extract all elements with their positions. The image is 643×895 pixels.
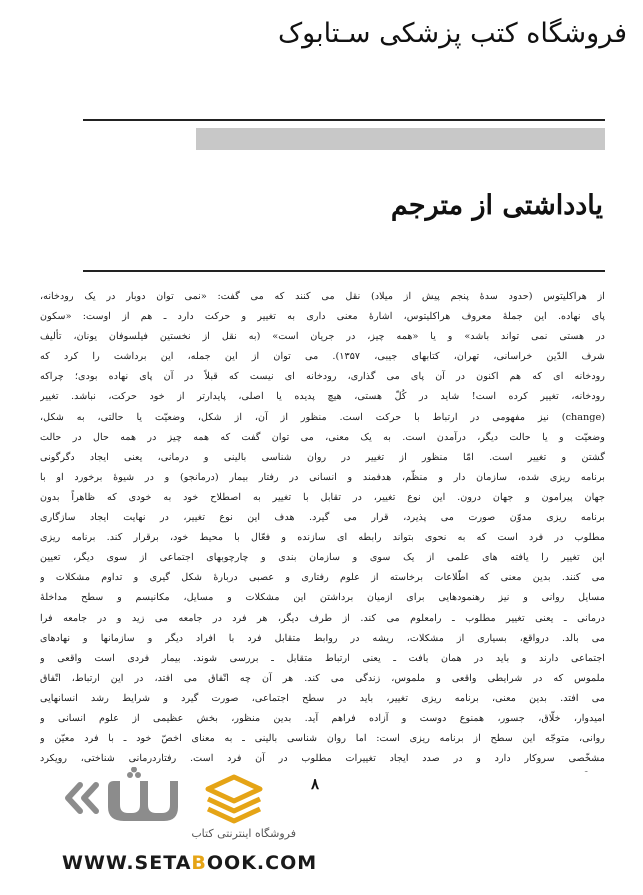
logo-mark-icon: [60, 767, 300, 829]
text-line: می بالد. درواقع، بسیاری از مشکلات، ریشه در روابط متقابل فرد با افراد دیگر و سازمانها و نهادهای: [40, 632, 605, 644]
top-rule: [83, 119, 605, 121]
text-line: مشخّصی سروکار دارد و در صدد ایجاد تغییرات مطلوب در آن فرد است. رفتاردرمانی شناختی، رویکرد: [40, 753, 605, 765]
text-line: پای نهاده. این جملۀ معروف هراکلیتوس، اشارۀ معنی داری به تغییر و حرکت دارد ـ هم از اوست: «سکون: [40, 311, 605, 323]
text-line: برنامه ریزی مدوّن صورت می پذیرد، قرار می گیرد. هدف این نوع تغییر، در نهایت ایجاد سازگاری: [40, 512, 605, 524]
page-number: ۸: [310, 775, 320, 793]
text-line: گشتن و تغییر است. امّا منظور از تغییر در روان شناسی بالینی و درمانی، یعنی ایجاد دگرگونی: [40, 451, 605, 463]
text-line: این تغییر را یافته های علمی از یک سوی و سازمان بندی و چارچوبهای اجتماعی از سوی دیگر، تعیین: [40, 552, 605, 564]
text-line: مطلوب در فرد است که به نحوی بتواند رابطه ای سازنده و فعّال با محیط خود، برقرار کند. برنامه ریزی: [40, 532, 605, 544]
text-line: مسایل روانی و نیز رهنمودهایی برای ازمیان برداشتن این مشکلات و مسایل، مکانیسم و سطح مداخلۀ: [40, 592, 605, 604]
logo-tagline: فروشگاه اینترنتی کتاب: [191, 827, 296, 840]
store-header: فروشگاه کتب پزشکی سـتابوک: [278, 18, 627, 49]
text-line: در هستی نمی تواند باشد» و یا «همه چیز، در جریان است» (به نقل از نخستین فیلسوفان یونان، تألیف: [40, 331, 605, 343]
text-line: وضعیّت و یا حالت دیگر، درآمدن است. به یک معنی، می توان گفت که همه چیز در همه حال در حالت: [40, 431, 605, 443]
url-prefix: WWW.SETA: [62, 852, 192, 874]
text-line: از هراکلیتوس (حدود سدۀ پنجم پیش از میلاد) نقل می کنند که می گفت: «نمی توان دوبار در یک رودخانه،: [40, 291, 605, 302]
text-line: جهان پیرامون و جهان درون. این نوع تغییر، در تقابل با تغییر به اصطلاح خود به خودی که ظاهراً بدون: [40, 491, 605, 503]
text-line: ملموس که در شرایطی واقعی و ملموس، زندگی می کند. هر آن چه اتّفاق می افتد، در این ارتباط، اتّفاق: [40, 672, 605, 684]
text-line: می افتد. بدین معنی، برنامه ریزی تغییر، باید در سطح اجتماعی، صورت گیرد و شرایط رشد انسانهایی: [40, 692, 605, 704]
url-suffix: OOK.COM: [206, 852, 318, 874]
text-line: (change) نیز مفهومی در ارتباط با حرکت است. منظور از آن، از شکل، وضعیّت یا حالتی، به شکل،: [40, 411, 605, 423]
text-line: رودخانه، تغییر کرده است! شاید در کُلّ هستی، هیچ پدیده یا اصلی، پایدارتر از خود حرکت، نباشد. تغییر: [40, 391, 605, 403]
text-line: رودخانه ای که هم اکنون در آن پای می گذاری، رودخانه ای نیست که قبلاً در آن پای نهاده بودی؛ چراکه: [40, 371, 605, 383]
text-line: برنامه ریزی شده، سازمان دار و منظّم، هدفمند و انسانی در رفتار بیمار (درمانجو) و در شیوۀ برخورد او با: [40, 471, 605, 483]
text-line: می کنند. بدین معنی که اطّلاعات برخاسته از علوم رفتاری و عصبی دربارۀ شکل گیری و تداوم مشکلات و: [40, 572, 605, 584]
page-title: یادداشتی از مترجم: [390, 190, 603, 221]
title-rule: [83, 270, 605, 272]
body-text: [40, 287, 605, 772]
gray-band: [196, 128, 605, 150]
text-line: درمانی ـ یعنی تغییر مطلوب ـ رامعلوم می کند. از طرف دیگر، هر فرد در جامعه می زید و در جامعه فرا: [40, 612, 605, 624]
text-line: روانی، متوجّه این سطح از برنامه ریزی است: اما روان شناسی بالینی ـ به معنای اخصّ خود ـ با فرد معیّن و: [40, 733, 605, 745]
text-line: شرف الدّین خراسانی، تهران، کتابهای جیبی، ۱۳۵۷). می توان از این جمله، این برداشت را کرد که: [40, 351, 605, 363]
text-line: امیدوار، خلّاق، جسور، همنوع دوست و آزاده فراهم آید. بدین منظور، بخش عظیمی از علوم انسانی و: [40, 712, 605, 724]
text-line: اجتماعی دارند و باید در همان بافت ـ یعنی ارتباط متقابل ـ بررسی شوند. بیمار فردی است واقعی و: [40, 652, 605, 664]
setabook-logo: [60, 767, 300, 857]
website-url: [62, 852, 362, 874]
url-accent: B: [191, 852, 207, 874]
